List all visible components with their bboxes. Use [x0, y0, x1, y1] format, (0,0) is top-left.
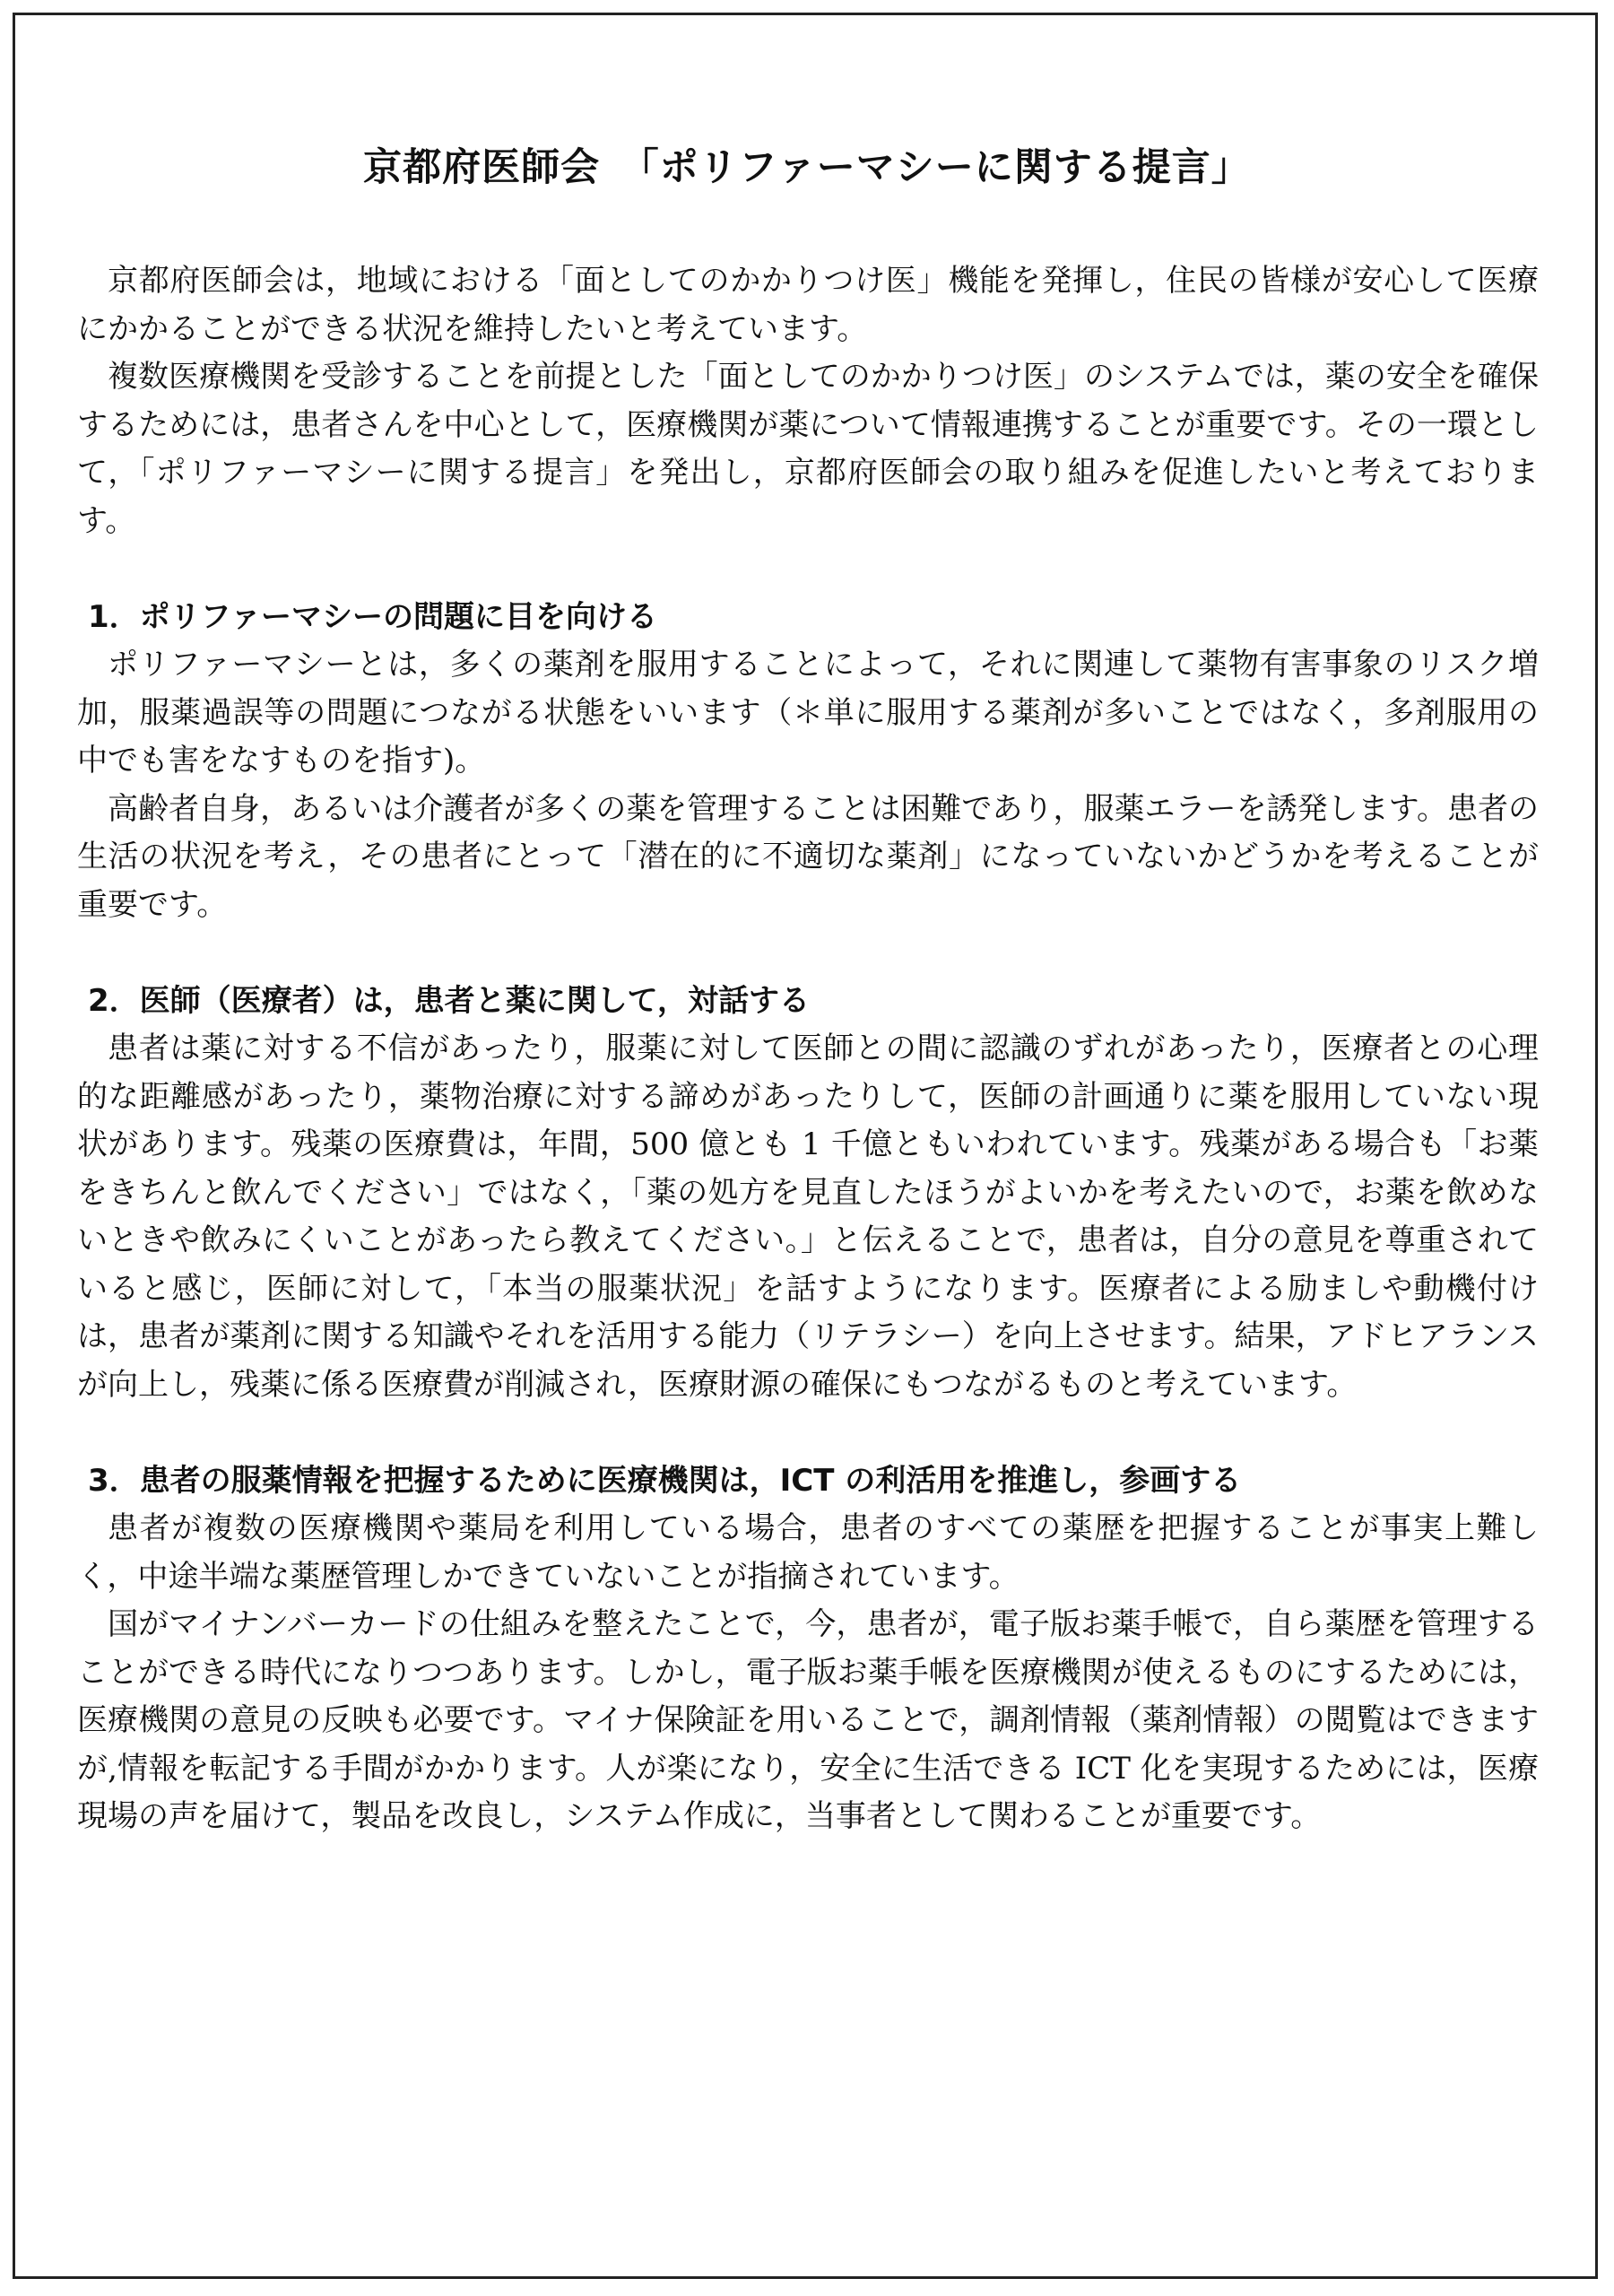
section-2 [77, 978, 1539, 1410]
section-2-paragraph-1: 患者は薬に対する不信があったり，服薬に対して医師との間に認識のずれがあったり，医療者との心理的な距離感があったり，薬物治療に対する諦めがあったりして，医師の計画通りに薬を服用していない現状があります。残薬の医療費は，年間，500 億とも 1 千億ともいわれています。残薬がある場合も「お薬をきちんと飲んでください」ではなく，「薬の処方を見直したほうがよいかを考えたいので，お薬を飲めないときや飲みにくいことがあったら教えてください。」と伝えることで，患者は，自分の意見を尊重されていると感じ，医師に対して，「本当の服薬状況」を話すようになります。医療者による励ましや動機付けは，患者が薬剤に関する知識やそれを活用する能力（リテラシー）を向上させます。結果，アドヒアランスが向上し，残薬に係る医療費が削減され，医療財源の確保にもつながるものと考えています。 [77, 1031, 1539, 1403]
section-1-heading: 1．ポリファーマシーの問題に目を向ける [88, 598, 657, 635]
section-1-paragraph-2: 高齢者自身，あるいは介護者が多くの薬を管理することは困難であり，服薬エラーを誘発します。患者の生活の状況を考え，その患者にとって「潜在的に不適切な薬剤」になっていないかどうかを考えることが重要です。 [77, 790, 1539, 923]
section-3-paragraph-2: 国がマイナンバーカードの仕組みを整えたことで，今，患者が，電子版お薬手帳で，自ら薬歴を管理することができる時代になりつつあります。しかし，電子版お薬手帳を医療機関が使えるものにするためには，医療機関の意見の反映も必要です。マイナ保険証を用いることで，調剤情報（薬剤情報）の閲覧はできますが,情報を転記する手間がかかります。人が楽になり，安全に生活できる ICT 化を実現するためには，医療現場の声を届けて，製品を改良し，システム作成に，当事者として関わることが重要です。 [77, 1606, 1539, 1834]
document-body [77, 257, 1539, 1841]
intro-paragraph-2: 複数医療機関を受診することを前提とした「面としてのかかりつけ医」のシステムでは，薬の安全を確保するためには，患者さんを中心として，医療機関が薬について情報連携することが重要です。その一環として，「ポリファーマシーに関する提言」を発出し，京都府医師会の取り組みを促進したいと考えております。 [77, 359, 1539, 539]
section-3-heading: 3．患者の服薬情報を把握するために医療機関は，ICT の利活用を推進し，参画する [88, 1462, 1242, 1499]
section-3 [77, 1457, 1539, 1841]
intro-paragraph-1: 京都府医師会は，地域における「面としてのかかりつけ医」機能を発揮し，住民の皆様が安心して医療にかかることができる状況を維持したいと考えています。 [77, 263, 1539, 347]
section-1 [77, 594, 1539, 930]
section-1-paragraph-1: ポリファーマシーとは，多くの薬剤を服用することによって，それに関連して薬物有害事象のリスク増加，服薬過誤等の問題につながる状態をいいます（＊単に服用する薬剤が多いことではなく，多剤服用の中でも害をなすものを指す)。 [77, 647, 1539, 778]
document-title: 京都府医師会 「ポリファーマシーに関する提言」 [363, 144, 1251, 190]
section-3-paragraph-1: 患者が複数の医療機関や薬局を利用している場合，患者のすべての薬歴を把握することが事実上難しく，中途半端な薬歴管理しかできていないことが指摘されています。 [77, 1510, 1539, 1595]
section-2-heading: 2．医師（医療者）は，患者と薬に関して，対話する [88, 982, 810, 1019]
